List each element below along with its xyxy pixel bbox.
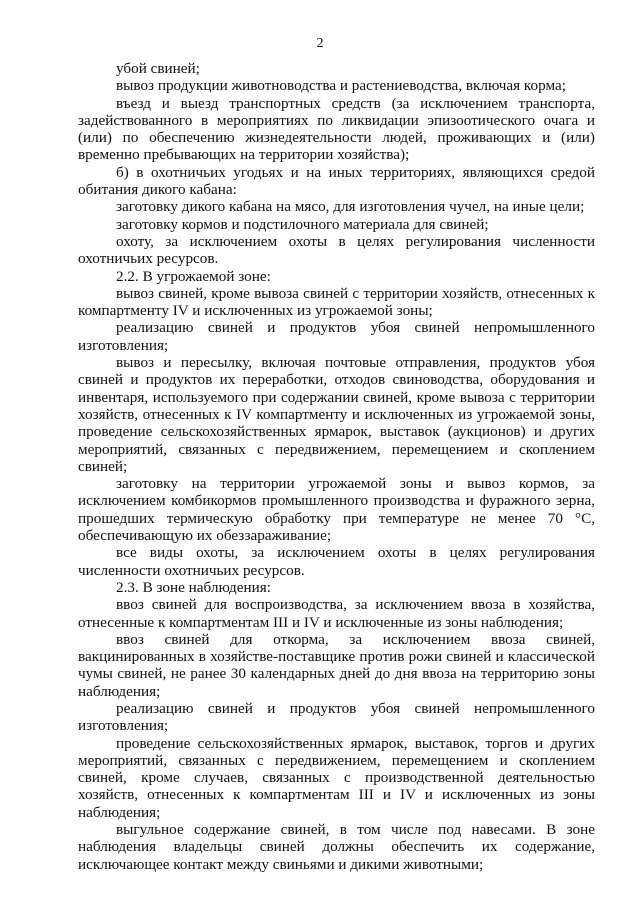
section-heading: 2.3. В зоне наблюдения: (116, 578, 271, 596)
page-number: 2 (316, 36, 324, 51)
paragraph: ввоз свиней для откорма, за исключением ввоза свиней, вакцинированных в хозяйстве-поставщике против рожи свиней и классической чумы свиней, не ранее 30 календарных дней до дня ввоза на территорию зоны наблюдения; (78, 630, 595, 700)
document-body (78, 60, 595, 873)
paragraph: убой свиней; (116, 60, 200, 77)
paragraph: заготовку дикого кабана на мясо, для изготовления чучел, на иные цели; (116, 198, 585, 216)
paragraph: проведение сельскохозяйственных ярмарок, выставок, торгов и других мероприятий, связанных с передвижением, перемещением и скоплением свиней, кроме случаев, связанных с производственной деятельностью хозяйств, отнесенных к компартментам III и IV и исключенных из зоны наблюдения; (78, 734, 595, 821)
paragraph: ввоз свиней для воспроизводства, за исключением ввоза в хозяйства, отнесенные к компартментам III и IV и исключенные из зоны наблюдения; (78, 596, 595, 631)
paragraph: реализацию свиней и продуктов убоя свиней непромышленного изготовления; (78, 699, 595, 735)
paragraph: б) в охотничьих угодьях и на иных территориях, являющихся средой обитания дикого кабана: (78, 163, 595, 199)
paragraph: охоту, за исключением охоты в целях регулирования численности охотничьих ресурсов. (78, 232, 595, 268)
paragraph: вывоз свиней, кроме вывоза свиней с территории хозяйств, отнесенных к компартменту IV и исключенных из угрожаемой зоны; (78, 284, 595, 320)
paragraph: вывоз и пересылку, включая почтовые отправления, продуктов убоя свиней и продуктов их переработки, отходов свиноводства, оборудования и инвентаря, используемого при содержании свиней, кроме вывоза с территории хозяйств, отнесенных к IV компартменту и исключенных из угрожаемой зоны, проведение сельскохозяйственных ярмарок, выставок (аукционов) и других мероприятий, связанных с передвижением, перемещением и скоплением свиней; (78, 354, 595, 475)
paragraph: заготовку на территории угрожаемой зоны и вывоз кормов, за исключением комбикормов промышленного производства и фуражного зерна, прошедших термическую обработку при температуре не менее 70 °С, обеспечивающую их обеззараживание; (78, 475, 595, 545)
paragraph: выгульное содержание свиней, в том числе под навесами. В зоне наблюдения владельцы свиней должны обеспечить их содержание, исключающее контакт между свиньями и дикими животными; (78, 821, 595, 873)
paragraph: вывоз продукции животноводства и растениеводства, включая корма; (116, 77, 566, 95)
paragraph: въезд и выезд транспортных средств (за исключением транспорта, задействованного в мероприятиях по ликвидации эпизоотического очага и (или) по обеспечению жизнедеятельности людей, проживающих и (или) временно пребывающих на территории хозяйства); (78, 94, 595, 164)
paragraph: заготовку кормов и подстилочного материала для свиней; (116, 215, 489, 233)
paragraph: все виды охоты, за исключением охоты в целях регулирования численности охотничьих ресурсов. (78, 544, 595, 579)
paragraph: реализацию свиней и продуктов убоя свиней непромышленного изготовления; (78, 319, 595, 354)
section-heading: 2.2. В угрожаемой зоне: (116, 267, 271, 285)
